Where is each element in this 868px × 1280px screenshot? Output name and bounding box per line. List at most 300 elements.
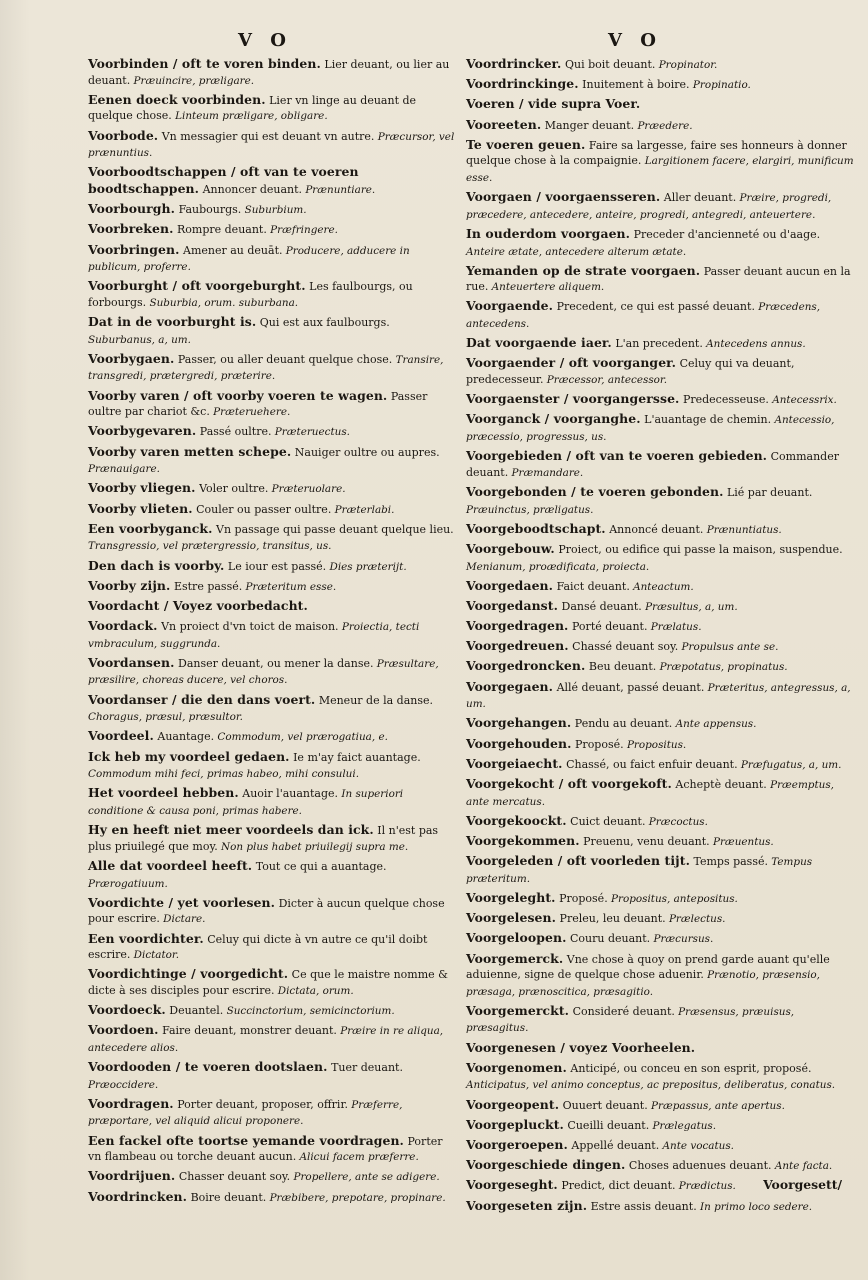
entry-latin-gloss: Præsultus, a, um. xyxy=(641,600,738,613)
dictionary-entry xyxy=(466,951,854,1001)
entry-latin-gloss: Suburbium. xyxy=(241,204,307,217)
entry-headword: Voorgeleden / oft voorleden tijt. xyxy=(466,853,690,869)
dictionary-entry xyxy=(88,201,456,219)
entry-french-gloss: Allé deuant, passé deuant. xyxy=(553,680,705,694)
entry-headword: Voorbinden / oft te voren binden. xyxy=(88,56,321,71)
entry-headword: Voorgekoockt. xyxy=(466,812,567,828)
entry-latin-gloss: Præsensus, præuisus, præsagitus. xyxy=(466,1005,795,1035)
entry-french-gloss: Dansé deuant. xyxy=(558,599,642,613)
dictionary-entry xyxy=(466,658,854,676)
entry-headword: Voorgebonden / te voeren gebonden. xyxy=(466,483,724,499)
dictionary-entry xyxy=(466,598,854,616)
dictionary-entry xyxy=(466,335,854,353)
entry-latin-gloss: Præuincire, præligare. xyxy=(130,74,255,87)
entry-headword: Voorgelesen. xyxy=(466,910,557,926)
entry-latin-gloss: Succinctorium, semicinctorium. xyxy=(223,1005,395,1018)
entry-french-gloss: Proposé. xyxy=(555,891,608,905)
dictionary-entry xyxy=(88,501,456,519)
entry-french-gloss: Predecesseuse. xyxy=(679,393,769,407)
dictionary-entry xyxy=(466,736,854,754)
entry-headword: Voorgekommen. xyxy=(466,832,580,848)
entry-french-gloss: Tout ce qui a auantage. xyxy=(252,859,387,873)
entry-french-gloss: Ie m'ay faict auantage. xyxy=(289,750,421,764)
entry-headword: Voordichte / yet voorlesen. xyxy=(88,894,276,910)
entry-french-gloss: Lié par deuant. xyxy=(723,485,813,499)
dictionary-entry xyxy=(466,521,854,539)
entry-headword: Voorgebieden / oft van te voeren gebieden. xyxy=(466,448,768,464)
entry-latin-gloss: Præteruehere. xyxy=(209,406,291,419)
entry-headword: Voorganck / voorganghe. xyxy=(466,411,641,427)
entry-french-gloss: Anticipé, ou conceu en son esprit, proposé. xyxy=(566,1061,812,1075)
page-header xyxy=(0,30,868,54)
dictionary-entry xyxy=(466,137,854,187)
entry-french-gloss: Faubourgs. xyxy=(175,203,242,217)
dictionary-entry xyxy=(466,298,854,332)
entry-french-gloss: Cueilli deuant. xyxy=(563,1118,650,1132)
dictionary-entry xyxy=(466,355,854,388)
dictionary-entry xyxy=(88,1133,456,1166)
dictionary-entry xyxy=(466,1117,854,1135)
dictionary-entry xyxy=(88,388,456,421)
entry-latin-gloss: Linteum præligare, obligare. xyxy=(171,110,328,123)
entry-latin-gloss: In superiori conditione & causa poni, primas habere. xyxy=(88,788,404,817)
entry-headword: Voorgedreuen. xyxy=(466,638,569,654)
entry-latin-gloss: Præterlabi. xyxy=(331,503,395,516)
entry-french-gloss: Cuict deuant. xyxy=(566,814,646,828)
dictionary-entry xyxy=(88,314,456,348)
entry-latin-gloss: Præcoctus. xyxy=(645,815,708,828)
entry-latin-gloss: Alicui facem præferre. xyxy=(296,1151,419,1164)
entry-latin-gloss: Præpotatus, propinatus. xyxy=(656,661,788,674)
entry-french-gloss: Annoncer deuant. xyxy=(199,182,303,196)
entry-french-gloss: Precedent, ce qui est passé deuant. xyxy=(553,300,755,314)
entry-headword: Voorgaender / oft voorganger. xyxy=(466,355,677,371)
entry-latin-gloss: Anteuertere aliquem. xyxy=(488,281,605,294)
entry-french-gloss: Pendu au deuant. xyxy=(571,717,673,731)
left-column xyxy=(88,56,456,1209)
dictionary-entry xyxy=(88,931,456,964)
entry-headword: Voorgemerckt. xyxy=(466,1002,570,1018)
entry-headword: Voorby zijn. xyxy=(88,577,171,593)
entry-french-gloss: Faire deuant, monstrer deuant. xyxy=(158,1024,337,1038)
entry-headword: Voorby varen / oft voorby voeren te wagen. xyxy=(88,387,388,403)
dictionary-entry xyxy=(466,96,854,114)
entry-latin-gloss: Dies præterijt. xyxy=(326,560,407,573)
entry-latin-gloss: Commodum, vel prærogatiua, e. xyxy=(214,731,388,744)
entry-headword: Voordrijuen. xyxy=(88,1168,176,1184)
entry-french-gloss: Nauiger oultre ou aupres. xyxy=(291,445,440,459)
dictionary-entry xyxy=(88,92,456,125)
dictionary-entry xyxy=(88,558,456,576)
entry-headword: Voorgegaen. xyxy=(466,678,554,694)
entry-latin-gloss: Largitionem facere, elargiri, munificum esse. xyxy=(466,155,854,184)
entry-french-gloss: Qui est aux faulbourgs. xyxy=(256,316,390,330)
dictionary-entry xyxy=(88,728,456,746)
entry-french-gloss: Chasser deuant soy. xyxy=(175,1170,291,1184)
entry-french-gloss: Deuantel. xyxy=(165,1004,224,1018)
entry-latin-gloss: Præteritum esse. xyxy=(242,580,337,593)
entry-headword: Eenen doeck voorbinden. xyxy=(88,91,266,107)
entry-latin-gloss: Præire in re aliqua, antecedere alios. xyxy=(88,1025,444,1054)
entry-headword: Voorburght / oft voorgeburght. xyxy=(88,278,306,294)
entry-latin-gloss: Non plus habet priuilegij supra me. xyxy=(217,840,409,853)
entry-french-gloss: Preleu, leu deuant. xyxy=(556,912,666,926)
entry-headword: Voorgeopent. xyxy=(466,1096,560,1112)
entry-latin-gloss: Antecedens annus. xyxy=(702,338,806,351)
entry-headword: Voorbourgh. xyxy=(88,201,176,217)
entry-french-gloss: Lier vn linge au deuant de quelque chose. xyxy=(88,93,417,123)
dictionary-entry xyxy=(466,776,854,810)
entry-french-gloss: Vn proiect d'vn toict de maison. xyxy=(157,620,339,634)
entry-latin-gloss: Commodum mihi feci, primas habeo, mihi consului. xyxy=(88,768,360,781)
entry-latin-gloss: Prænauigare. xyxy=(88,463,160,476)
entry-latin-gloss: Antecessrix. xyxy=(768,394,837,407)
entry-headword: Voorgaen / voorgaensseren. xyxy=(466,189,661,205)
entry-french-gloss: Aller deuant. xyxy=(660,191,737,205)
entry-french-gloss: Rompre deuant. xyxy=(173,223,267,237)
entry-headword: Voorgehouden. xyxy=(466,735,572,751)
entry-headword: Voorboodtschappen / oft van te voeren boodtschappen. xyxy=(88,164,359,196)
entry-headword: Voorgaende. xyxy=(466,298,554,314)
entry-headword: Voorgeiaecht. xyxy=(466,755,563,771)
dictionary-entry xyxy=(88,858,456,892)
entry-latin-gloss: Præcedens, antecedens. xyxy=(466,301,821,331)
entry-latin-gloss: Ante facta. xyxy=(771,1160,833,1173)
dictionary-entry xyxy=(88,1189,456,1207)
entry-french-gloss: Vn passage qui passe deuant quelque lieu. xyxy=(212,522,454,536)
dictionary-entry xyxy=(466,76,854,94)
entry-french-gloss: Commander deuant. xyxy=(466,450,839,479)
entry-headword: Alle dat voordeel heeft. xyxy=(88,857,253,873)
page-gutter-shadow xyxy=(0,0,30,1280)
entry-french-gloss: Auantage. xyxy=(153,730,215,744)
entry-french-gloss: Celuy qui dicte à vn autre ce qu'il doibt escrire. xyxy=(88,932,428,962)
dictionary-entry xyxy=(88,895,456,928)
dictionary-entry xyxy=(466,890,854,908)
entry-french-gloss: Il n'est pas plus priuilegé que moy. xyxy=(88,824,439,853)
entry-french-gloss: Vn messagier qui est deuant vn autre. xyxy=(158,129,375,143)
catchword: Voorgesett/ xyxy=(763,1177,842,1192)
dictionary-entry xyxy=(466,411,854,445)
dictionary-entry xyxy=(466,833,854,851)
entry-latin-gloss: Prædictus. xyxy=(675,1180,736,1193)
dictionary-entry xyxy=(466,1097,854,1115)
entry-latin-gloss: Prænuntiatus. xyxy=(703,523,782,536)
entry-latin-gloss: Præoccidere. xyxy=(88,1078,159,1091)
dictionary-entry xyxy=(466,813,854,831)
entry-headword: Voorgeseten zijn. xyxy=(466,1197,588,1213)
entry-french-gloss: Faict deuant. xyxy=(553,579,630,593)
entry-latin-gloss: Dictata, orum. xyxy=(274,984,354,997)
entry-headword: Voorbreken. xyxy=(88,221,174,237)
entry-headword: Voorgaenster / voorgangersse. xyxy=(466,391,680,407)
entry-latin-gloss: Propellere, ante se adigere. xyxy=(290,1171,440,1184)
entry-french-gloss: L'auantage de chemin. xyxy=(640,413,772,427)
entry-french-gloss: Celuy qui va deuant, predecesseur. xyxy=(466,357,795,387)
entry-headword: Een voordichter. xyxy=(88,930,204,946)
entry-latin-gloss: Tempus præteritum. xyxy=(466,856,813,885)
entry-headword: Voordooden / te voeren dootslaen. xyxy=(88,1059,328,1075)
entry-headword: Een fackel ofte toortse yemande voordragen. xyxy=(88,1132,404,1148)
dictionary-entry xyxy=(88,578,456,596)
dictionary-entry xyxy=(88,1168,456,1186)
entry-headword: Voorby vlieten. xyxy=(88,500,193,516)
entry-latin-gloss: Choragus, præsul, præsultor. xyxy=(88,711,243,724)
entry-headword: Voorby varen metten schepe. xyxy=(88,443,292,459)
dictionary-entry xyxy=(88,822,456,855)
entry-headword: Voorbringen. xyxy=(88,241,180,257)
entry-french-gloss: Auoir l'auantage. xyxy=(238,787,339,801)
entry-latin-gloss: Præcursus. xyxy=(650,933,714,946)
entry-latin-gloss: Antecessio, præcessio, progressus, us. xyxy=(466,414,835,443)
entry-latin-gloss: In primo loco sedere. xyxy=(696,1200,813,1213)
dictionary-entry xyxy=(88,444,456,478)
entry-latin-gloss: Anteactum. xyxy=(629,580,694,593)
dictionary-entry xyxy=(88,618,456,652)
entry-headword: Voorgekocht / oft voorgekoft. xyxy=(466,776,672,791)
dictionary-entry xyxy=(88,242,456,276)
entry-headword: Voorgemerck. xyxy=(466,950,564,966)
entry-headword: Voorgeloopen. xyxy=(466,930,567,946)
entry-french-gloss: Temps passé. xyxy=(689,855,768,869)
entry-headword: Dat voorgaende iaer. xyxy=(466,335,612,351)
dictionary-entry xyxy=(88,655,456,689)
entry-french-gloss: Proiect, ou edifice qui passe la maison, suspendue. xyxy=(554,542,843,556)
dictionary-entry xyxy=(466,484,854,518)
dictionary-entry xyxy=(88,1059,456,1093)
entry-latin-gloss: Transgressio, vel prætergressio, transitus, us. xyxy=(88,540,332,553)
dictionary-entry xyxy=(466,448,854,481)
entry-headword: Voorgepluckt. xyxy=(466,1116,564,1132)
entry-headword: Voeren / vide supra Voer. xyxy=(466,96,641,112)
dictionary-entry xyxy=(466,1040,854,1058)
dictionary-entry xyxy=(88,692,456,726)
entry-latin-gloss: Ante vocatus. xyxy=(659,1140,734,1152)
entry-headword: Voorbode. xyxy=(88,127,159,143)
entry-latin-gloss: Suburbanus, a, um. xyxy=(88,333,191,346)
entry-latin-gloss: Anteire ætate, antecedere alterum ætate. xyxy=(466,245,687,258)
entry-french-gloss: Passer oultre par chariot &c. xyxy=(88,389,428,419)
entry-french-gloss: Proposé. xyxy=(571,737,624,751)
entry-headword: Het voordeel hebben. xyxy=(88,785,239,801)
dictionary-entry xyxy=(88,480,456,498)
entry-latin-gloss: Præteruectus. xyxy=(271,426,350,439)
entry-french-gloss: Chassé deuant soy. xyxy=(568,640,679,654)
dictionary-entry xyxy=(466,618,854,636)
entry-headword: Voordeel. xyxy=(88,728,154,744)
entry-french-gloss: Appellé deuant. xyxy=(567,1139,660,1152)
entry-headword: Voordrinckinge. xyxy=(466,76,579,92)
entry-latin-gloss: Præferre, præportare, vel aliquid alicui proponere. xyxy=(88,1098,403,1128)
entry-headword: Te voeren geuen. xyxy=(466,136,586,152)
entry-latin-gloss: Præbibere, prepotare, propinare. xyxy=(266,1191,446,1204)
entry-french-gloss: Passer deuant aucun en la rue. xyxy=(466,264,851,294)
entry-headword: Voorgedaen. xyxy=(466,577,554,593)
entry-french-gloss: Passer, ou aller deuant quelque chose. xyxy=(174,352,393,366)
dictionary-entry xyxy=(88,1022,456,1056)
entry-french-gloss: Couler ou passer oultre. xyxy=(192,502,332,516)
dictionary-entry xyxy=(88,423,456,441)
entry-latin-gloss: Præpassus, ante apertus. xyxy=(647,1099,785,1112)
entry-latin-gloss: Præire, progredi, præcedere, antecedere, anteire, progredi, antegredi, anteuertere. xyxy=(466,192,832,221)
entry-headword: Voorgeroepen. xyxy=(466,1137,568,1152)
dictionary-entry xyxy=(466,1060,854,1094)
entry-french-gloss: Predict, dict deuant. xyxy=(557,1179,676,1193)
entry-headword: Een voorbyganck. xyxy=(88,520,213,536)
entry-headword: Voordanser / die den dans voert. xyxy=(88,691,316,707)
entry-latin-gloss: Prærogatiuum. xyxy=(88,877,168,890)
entry-french-gloss: Passé oultre. xyxy=(196,425,272,439)
entry-french-gloss: Vne chose à quoy on prend garde auant qu'elle aduienne, signe de quelque chose aduenir. xyxy=(466,952,830,982)
entry-headword: Voordragen. xyxy=(88,1095,174,1111)
entry-headword: Voordacht / Voyez voorbedacht. xyxy=(88,597,308,613)
entry-latin-gloss: Propositus. xyxy=(623,738,687,751)
entry-headword: Voorgenesen / voyez Voorheelen. xyxy=(466,1039,696,1055)
entry-latin-gloss: Propinator. xyxy=(655,59,718,71)
dictionary-entry xyxy=(466,1137,854,1155)
dictionary-entry xyxy=(466,263,854,296)
entry-french-gloss: L'an precedent. xyxy=(611,337,703,351)
entry-headword: Voorbygevaren. xyxy=(88,423,197,439)
entry-latin-gloss: Præuentus. xyxy=(709,835,774,848)
dictionary-entry xyxy=(466,930,854,948)
entry-latin-gloss: Prælegatus. xyxy=(649,1119,717,1132)
entry-headword: Hy en heeft niet meer voordeels dan ick. xyxy=(88,822,374,838)
dictionary-entry xyxy=(466,391,854,409)
entry-headword: Vooreeten. xyxy=(466,116,542,132)
dictionary-entry xyxy=(88,521,456,555)
entry-french-gloss: Couru deuant. xyxy=(566,932,651,946)
entry-french-gloss: Ce que le maistre nomme & dicte à ses disciples pour escrire. xyxy=(88,968,448,997)
entry-latin-gloss: Anticipatus, vel animo conceptus, ac prepositus, deliberatus, conatus. xyxy=(466,1079,836,1092)
entry-headword: Voorbygaen. xyxy=(88,350,175,366)
entry-french-gloss: Acheptè deuant. xyxy=(671,778,767,791)
entry-latin-gloss: Præsultare, præsilire, choreas ducere, vel choros. xyxy=(88,657,439,687)
entry-headword: Voordrincken. xyxy=(88,1188,188,1204)
dictionary-entry xyxy=(88,1096,456,1130)
entry-french-gloss: Beu deuant. xyxy=(585,660,657,674)
entry-french-gloss: Porter vn flambeau ou torche deuant aucun. xyxy=(88,1134,443,1164)
entry-headword: Voorgeseght. xyxy=(466,1177,558,1193)
entry-headword: Voorgebouw. xyxy=(466,540,555,556)
right-column xyxy=(466,56,854,1218)
entry-french-gloss: Danser deuant, ou mener la danse. xyxy=(174,656,374,670)
dictionary-entry xyxy=(466,1198,854,1216)
dictionary-entry xyxy=(466,679,854,713)
entry-latin-gloss: Præmandare. xyxy=(508,466,584,479)
entry-headword: Voordack. xyxy=(88,618,158,634)
entry-latin-gloss: Præedere. xyxy=(634,119,693,132)
entry-headword: Voorby vliegen. xyxy=(88,480,196,496)
entry-latin-gloss: Præemptus, ante mercatus. xyxy=(466,779,834,808)
dictionary-entry xyxy=(466,226,854,260)
entry-headword: Dat in de voorburght is. xyxy=(88,314,257,330)
dictionary-entry xyxy=(88,221,456,239)
entry-latin-gloss: Suburbia, orum. suburbana. xyxy=(146,296,299,309)
dictionary-entry xyxy=(88,128,456,162)
dictionary-entry xyxy=(88,598,456,616)
dictionary-entry xyxy=(466,715,854,733)
entry-french-gloss: Manger deuant. xyxy=(541,118,635,132)
entry-headword: Voorgedanst. xyxy=(466,597,558,613)
dictionary-entry xyxy=(466,541,854,575)
dictionary-entry xyxy=(88,749,456,783)
entry-latin-gloss: Propinatio. xyxy=(689,79,751,92)
dictionary-entry xyxy=(88,966,456,999)
dictionary-entry xyxy=(466,756,854,774)
dictionary-entry xyxy=(88,164,456,198)
entry-headword: Voorgehangen. xyxy=(466,715,572,731)
entry-french-gloss: Inuitement à boire. xyxy=(578,78,690,92)
entry-latin-gloss: Præteritus, antegressus, a, um. xyxy=(466,681,851,711)
entry-french-gloss: Boire deuant. xyxy=(187,1190,267,1204)
entry-headword: Voordansen. xyxy=(88,654,175,670)
entry-french-gloss: Qui boit deuant. xyxy=(561,58,656,71)
entry-french-gloss: Voler oultre. xyxy=(195,482,269,496)
entry-french-gloss: Lier deuant, ou lier au deuant. xyxy=(88,58,450,87)
entry-french-gloss: Annoncé deuant. xyxy=(605,522,704,536)
entry-latin-gloss: Prænuntiare. xyxy=(302,183,376,196)
entry-latin-gloss: Propulsus ante se. xyxy=(678,641,779,654)
entry-latin-gloss: Præfugatus, a, um. xyxy=(737,758,842,771)
dictionary-entry xyxy=(88,1002,456,1020)
entry-french-gloss: Amener au deuāt. xyxy=(179,243,283,257)
entry-french-gloss: Chassé, ou faict enfuir deuant. xyxy=(562,757,738,771)
entry-headword: Voorgedroncken. xyxy=(466,658,586,674)
entry-latin-gloss: Proiectia, tecti vmbraculum, suggrunda. xyxy=(88,621,420,650)
entry-latin-gloss: Dictator. xyxy=(130,949,180,962)
entry-headword: Yemanden op de strate voorgaen. xyxy=(466,262,701,278)
dictionary-entry xyxy=(466,117,854,135)
entry-latin-gloss: Dictare. xyxy=(159,913,206,926)
entry-latin-gloss: Propositus, antepositus. xyxy=(607,892,738,905)
entry-french-gloss: Le iour est passé. xyxy=(224,559,327,573)
entry-headword: Voordrincker. xyxy=(466,56,562,71)
entry-french-gloss: Faire sa largesse, faire ses honneurs à donner quelque chose à la compaignie. xyxy=(466,138,847,168)
entry-french-gloss: Meneur de la danse. xyxy=(315,693,433,707)
header-left-letters: V O xyxy=(238,30,292,51)
entry-french-gloss: Tuer deuant. xyxy=(327,1061,403,1075)
dictionary-entry xyxy=(466,910,854,928)
entry-french-gloss: Estre passé. xyxy=(170,579,243,593)
dictionary-entry xyxy=(466,189,854,223)
entry-french-gloss: Dicter à aucun quelque chose pour escrire. xyxy=(88,896,445,926)
entry-headword: Voorgeleght. xyxy=(466,889,556,905)
dictionary-entry xyxy=(88,56,456,89)
entry-latin-gloss: Menianum, proædificata, proiecta. xyxy=(466,560,650,573)
entry-french-gloss: Porter deuant, proposer, offrir. xyxy=(173,1097,348,1111)
entry-headword: Voorgedragen. xyxy=(466,618,569,634)
entry-french-gloss: Estre assis deuant. xyxy=(587,1199,697,1213)
dictionary-entry xyxy=(466,578,854,596)
dictionary-entry xyxy=(466,638,854,656)
entry-latin-gloss: Præteruolare. xyxy=(268,483,346,496)
entry-headword: Voorgeboodtschapt. xyxy=(466,520,606,536)
entry-latin-gloss: Prælectus. xyxy=(665,913,726,926)
entry-latin-gloss: Præuinctus, præligatus. xyxy=(466,503,594,516)
dictionary-entry xyxy=(466,1157,854,1175)
entry-headword: Voorgeschiede dingen. xyxy=(466,1157,626,1173)
dictionary-entry xyxy=(466,1003,854,1037)
entry-french-gloss: Preuenu, venu deuant. xyxy=(579,834,710,848)
entry-latin-gloss: Producere, adducere in publicum, proferre. xyxy=(88,244,410,274)
entry-french-gloss: Ouuert deuant. xyxy=(559,1098,648,1112)
entry-headword: Ick heb my voordeel gedaen. xyxy=(88,748,290,764)
dictionary-entry xyxy=(88,785,456,819)
entry-headword: Voordoen. xyxy=(88,1022,159,1038)
entry-french-gloss: Preceder d'ancienneté ou d'aage. xyxy=(630,227,821,241)
dictionary-entry xyxy=(88,351,456,385)
